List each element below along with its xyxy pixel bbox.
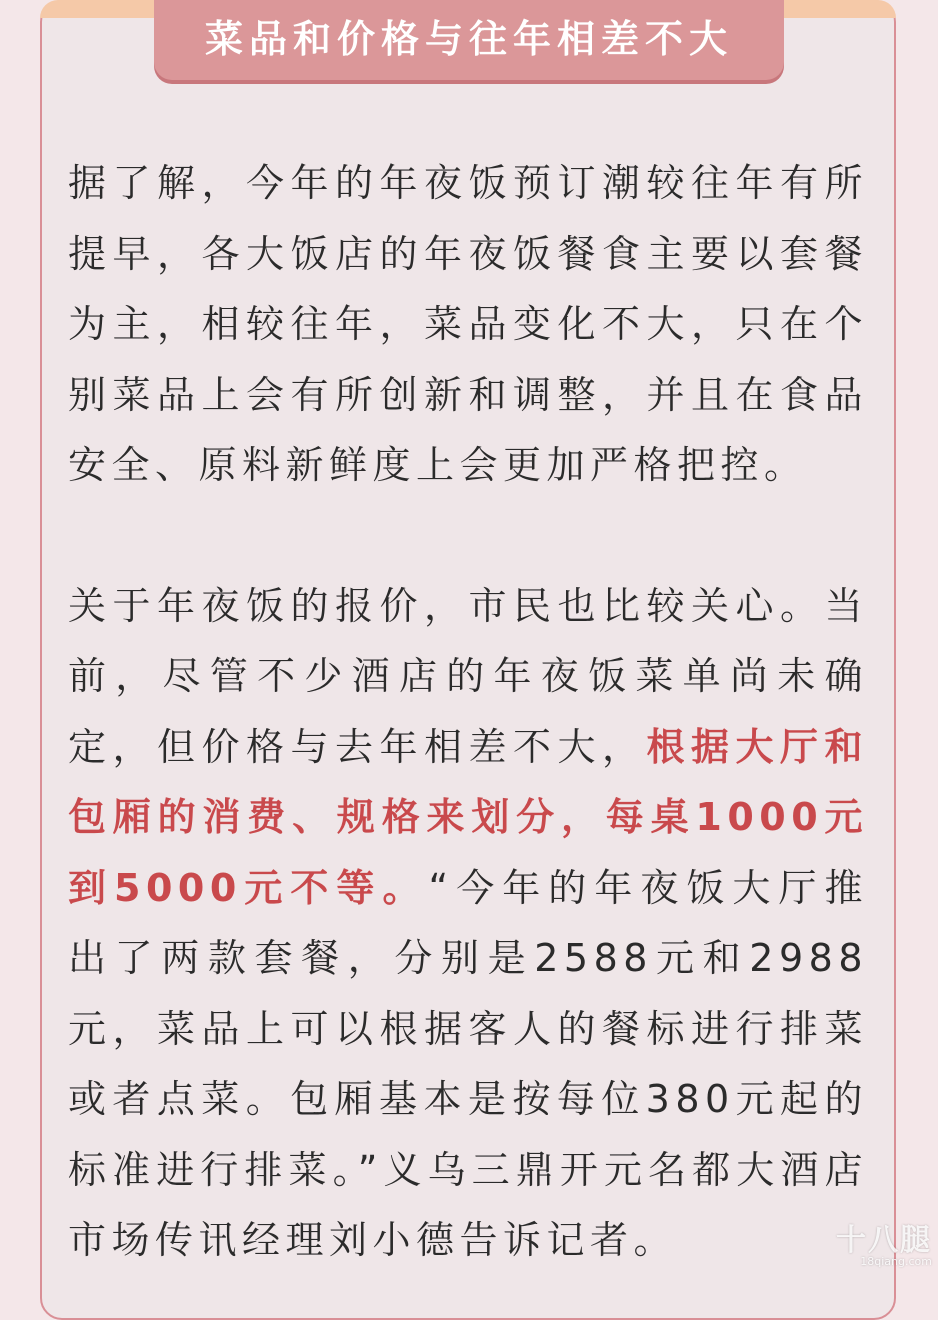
- section-title-banner: [154, 0, 784, 80]
- site-watermark: [836, 1215, 932, 1268]
- watermark-site: 18qiang.com: [860, 1255, 932, 1268]
- corner-accent-left: [40, 0, 160, 18]
- paragraph-2-text-a: 关于年夜饭的报价，市民也比较关心。当前，尽管不少酒店的年夜饭菜单尚未确定，但价格与去年相差不大，: [68, 583, 868, 769]
- watermark-logo: 十八腿: [836, 1223, 932, 1258]
- article-body: [68, 148, 868, 1276]
- corner-accent-right: [776, 0, 896, 18]
- paragraph-2: [68, 571, 868, 1276]
- paragraph-2-text-b: “今年的年夜饭大厅推出了两款套餐，分别是2588元和2988元，菜品上可以根据客人的餐标进行排菜或者点菜。包厢基本是按每位380元起的标准进行排菜。”义乌三鼎开元名都大酒店市场传讯经理刘小德告诉记者。: [68, 865, 868, 1262]
- section-title: 菜品和价格与往年相差不大: [204, 16, 733, 61]
- price-highlight: 根据大厅和包厢的消费、规格来划分，每桌1000元到5000元不等。: [68, 724, 868, 910]
- paragraph-1: 据了解，今年的年夜饭预订潮较往年有所提早，各大饭店的年夜饭餐食主要以套餐为主，相较往年，菜品变化不大，只在个别菜品上会有所创新和调整，并且在食品安全、原料新鲜度上会更加严格把控。: [68, 161, 868, 487]
